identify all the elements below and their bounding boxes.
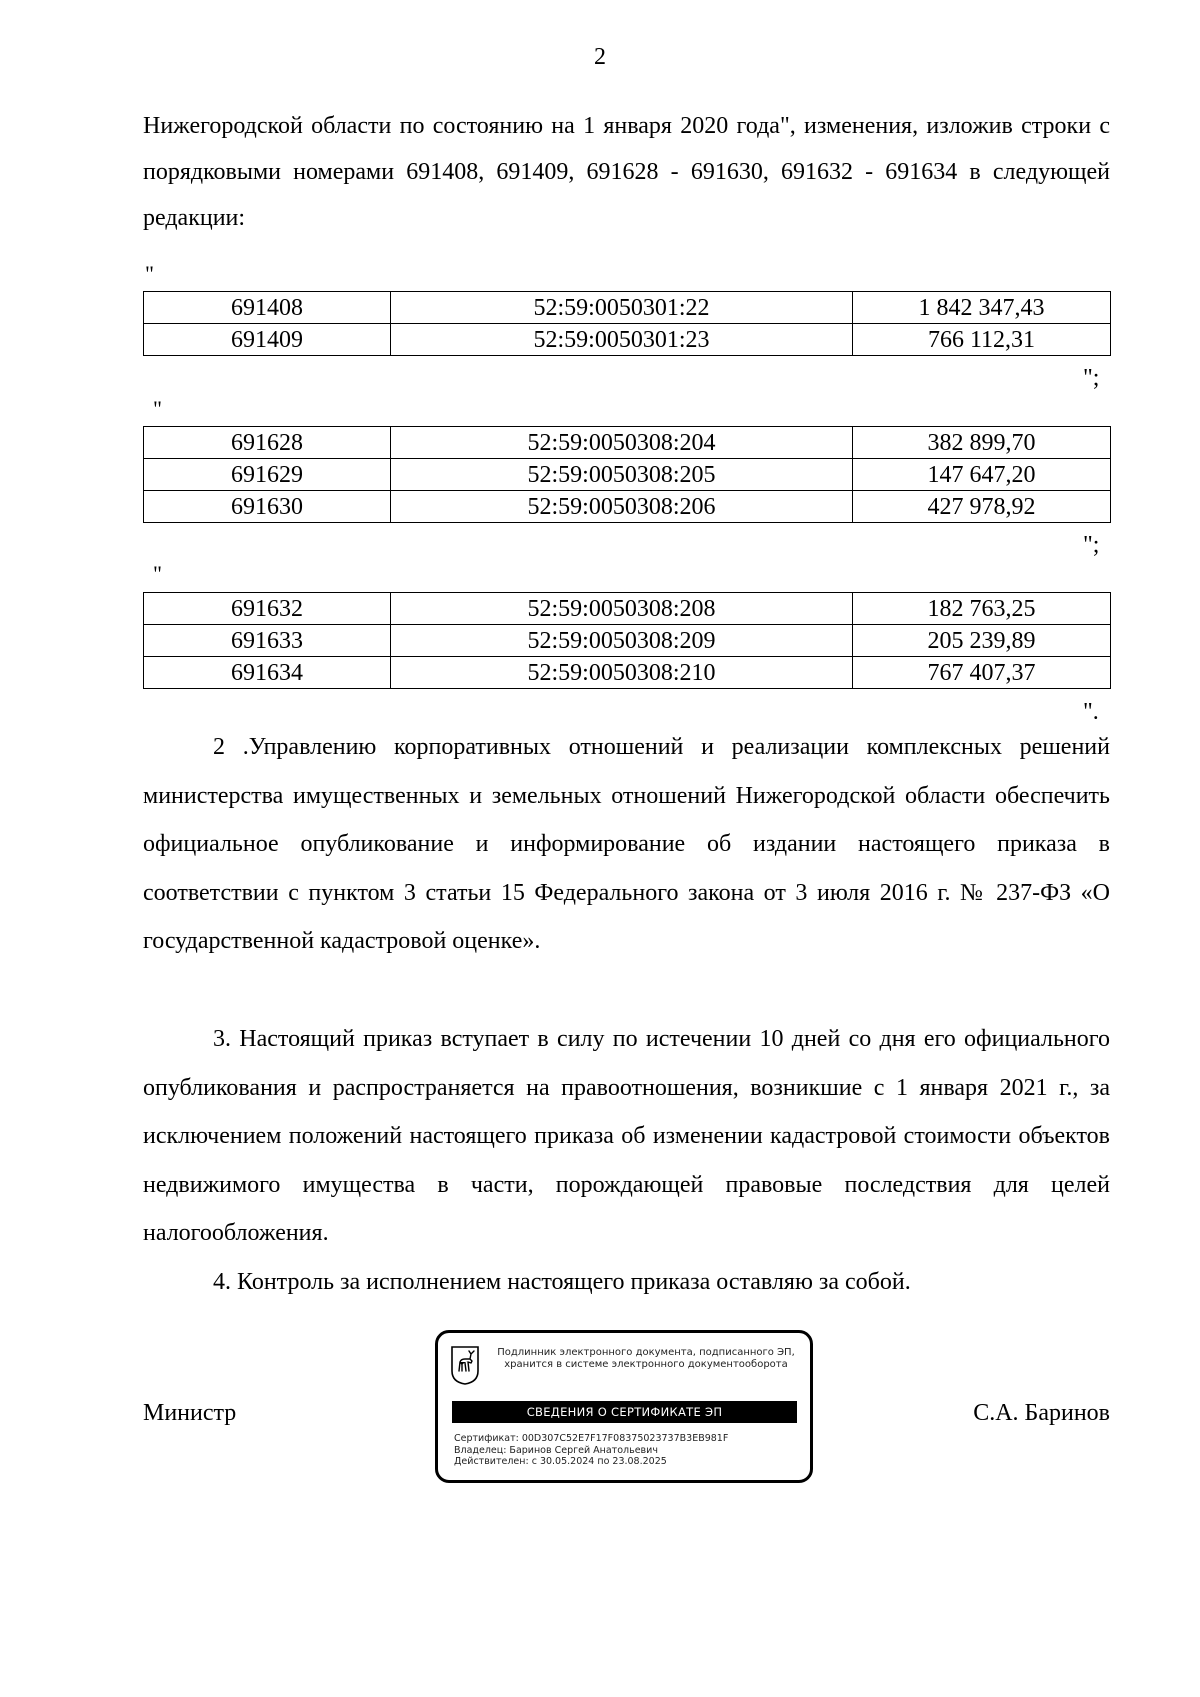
row-number-cell: 691408: [144, 292, 391, 324]
page-number: 2: [594, 44, 606, 70]
table-1-closing-mark: ";: [1083, 365, 1100, 391]
row-number-cell: 691630: [144, 491, 391, 523]
table-row: [144, 625, 1111, 657]
cadastral-number-cell: 52:59:0050308:206: [391, 491, 853, 523]
stamp-note-line-2: хранится в системе электронного документооборота: [504, 1359, 788, 1370]
certificate-owner: Владелец: Баринов Сергей Анатольевич: [454, 1444, 658, 1456]
certificate-number: Сертификат: 00D307C52E7F17F08375023737B3EB981F: [454, 1433, 729, 1444]
stamp-note-line-1: Подлинник электронного документа, подписанного ЭП,: [497, 1347, 795, 1358]
cadastral-table-3: [143, 592, 1111, 689]
table-3-closing-mark: ".: [1083, 699, 1099, 725]
table-row: [144, 459, 1111, 491]
row-number-cell: 691632: [144, 593, 391, 625]
cadastral-value-cell: 147 647,20: [853, 459, 1111, 491]
row-number-cell: 691629: [144, 459, 391, 491]
cadastral-value-cell: 766 112,31: [853, 324, 1111, 356]
row-number-cell: 691409: [144, 324, 391, 356]
table-2-opening-quote: ": [153, 396, 162, 421]
certificate-validity: Действителен: с 30.05.2024 по 23.08.2025: [454, 1456, 667, 1467]
cadastral-number-cell: 52:59:0050308:208: [391, 593, 853, 625]
table-3-opening-quote: ": [153, 561, 162, 586]
table-row: [144, 427, 1111, 459]
table-1-opening-quote: ": [145, 261, 154, 286]
paragraph-item-3: 3. Настоящий приказ вступает в силу по истечении 10 дней со дня его официального опубликования и распространяется на правоотношения, возникшие с 1 января 2021 г., за исключением положений настоящего приказа об изменении кадастровой стоимости объектов недвижимого имущества в части, порождающей правовые последствия для целей налогообложения.: [143, 1026, 1110, 1246]
table-2-closing-mark: ";: [1083, 532, 1100, 558]
table-row: [144, 324, 1111, 356]
cadastral-number-cell: 52:59:0050308:209: [391, 625, 853, 657]
cadastral-table-2: [143, 426, 1111, 523]
row-number-cell: 691634: [144, 657, 391, 689]
paragraph-item-4: 4. Контроль за исполнением настоящего приказа оставляю за собой.: [213, 1269, 911, 1295]
intro-paragraph: Нижегородской области по состоянию на 1 января 2020 года", изменения, изложив строки с порядковыми номерами 691408, 691409, 691628 - 691630, 691632 - 691634 в следующей редакции:: [143, 113, 1110, 231]
cadastral-number-cell: 52:59:0050301:22: [391, 292, 853, 324]
table-row: [144, 292, 1111, 324]
table-row: [144, 593, 1111, 625]
cadastral-value-cell: 182 763,25: [853, 593, 1111, 625]
electronic-signature-stamp: [435, 1330, 813, 1483]
row-number-cell: 691628: [144, 427, 391, 459]
cadastral-number-cell: 52:59:0050301:23: [391, 324, 853, 356]
table-row: [144, 491, 1111, 523]
cadastral-number-cell: 52:59:0050308:210: [391, 657, 853, 689]
cadastral-value-cell: 382 899,70: [853, 427, 1111, 459]
certificate-details: [454, 1433, 804, 1468]
table-row: [144, 657, 1111, 689]
deer-emblem-icon: [450, 1345, 480, 1385]
cadastral-table-1: [143, 291, 1111, 356]
cadastral-value-cell: 1 842 347,43: [853, 292, 1111, 324]
signatory-name: С.А. Баринов: [973, 1400, 1110, 1426]
stamp-header: СВЕДЕНИЯ О СЕРТИФИКАТЕ ЭП: [452, 1401, 797, 1423]
cadastral-value-cell: 205 239,89: [853, 625, 1111, 657]
stamp-note: [486, 1347, 806, 1371]
cadastral-number-cell: 52:59:0050308:205: [391, 459, 853, 491]
cadastral-value-cell: 427 978,92: [853, 491, 1111, 523]
cadastral-number-cell: 52:59:0050308:204: [391, 427, 853, 459]
cadastral-value-cell: 767 407,37: [853, 657, 1111, 689]
row-number-cell: 691633: [144, 625, 391, 657]
signatory-position: Министр: [143, 1400, 237, 1426]
paragraph-item-2: 2 .Управлению корпоративных отношений и реализации комплексных решений министерства имущественных и земельных отношений Нижегородской области обеспечить официальное опубликование и информирование об издании настоящего приказа в соответствии с пунктом 3 статьи 15 Федерального закона от 3 июля 2016 г. № 237-ФЗ «О государственной кадастровой оценке».: [143, 734, 1110, 954]
